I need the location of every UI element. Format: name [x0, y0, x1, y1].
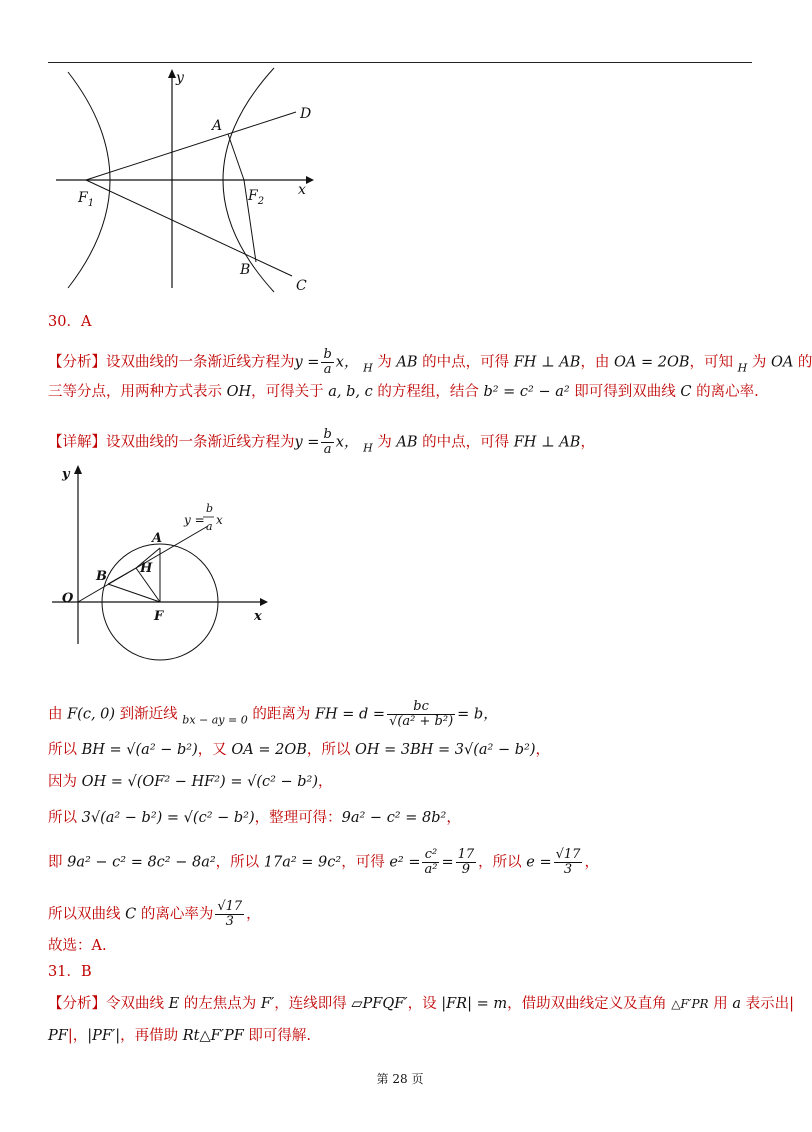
- asymptote-x: x: [216, 513, 223, 527]
- q30-oh-line: 因为 OH = √(OF² − HF²) = √(c² − b²)，: [48, 774, 333, 790]
- q30-ji-line: 即 9a² − c² = 8c² − 8a²，所以 17a² = 9c²，可得 e² = $\frac{\text{c²}}{\text{a²}}$ = $\frac{17}{9}$ ，所以 e = $\frac{√17}{3}$ ，: [48, 847, 599, 877]
- q30-detail-line1: 【详解】设双曲线的一条渐近线方程为y = $\frac{b}{a}$ x， $_H$ 为 AB 的中点，可得 FH ⊥ AB，: [48, 427, 595, 457]
- label-O: O: [62, 591, 74, 606]
- page-footer: 第 28 页: [376, 1072, 424, 1086]
- q30-analysis-line1: 【分析】设双曲线的一条渐近线方程为y = $\frac{b}{a}$ x， $_H$ 为 AB 的中点，可得 FH ⊥ AB，由 OA = 2OB，可知 $_H$ 为 OA 的: [48, 347, 812, 377]
- segment-a-f2: [228, 134, 244, 180]
- x-axis-arrow: [306, 176, 314, 184]
- q30-so-line: 所以 3√(a² − b²) = √(c² − b²)，整理可得：9a² − c² = 8b²，: [48, 810, 461, 826]
- q30-ecc-line: 所以双曲线 C 的离心率为 $\frac{√17}{3}$ ，: [48, 899, 261, 929]
- segment-b-f: [108, 584, 160, 602]
- x-axis-arrow: [260, 598, 268, 606]
- label-F1: $F_1$: [78, 190, 95, 209]
- q30-choose-line: 故选：A.: [48, 938, 107, 954]
- line-f1-d: [86, 112, 296, 180]
- q31-analysis-line1: 【分析】令双曲线 E 的左焦点为 F′，连线即得 ▱PFQF′，设 |FR| = m，借助双曲线定义及直角 △F′PR 用 a 表示出|: [48, 996, 794, 1012]
- label-A: A: [152, 531, 163, 546]
- circle-figure: [48, 464, 278, 678]
- line-f1-c: [86, 180, 292, 276]
- q31-analysis-line2: PF|，|PF′|，再借助 Rt△F′PF 即可得解.: [48, 1028, 312, 1044]
- hyperbola-figure: [48, 66, 328, 296]
- label-H: H: [140, 561, 153, 576]
- label-x: x: [254, 609, 262, 624]
- top-rule: [48, 62, 752, 63]
- y-axis-arrow: [168, 69, 176, 78]
- label-C: C: [296, 278, 307, 294]
- label-x: x: [298, 182, 306, 198]
- asymptote-eq: y =: [184, 513, 205, 527]
- label-y: y: [62, 467, 70, 482]
- q30-distance-line: 由 F(c, 0) 到渐近线 $_{bx - ay = 0}$ 的距离为 FH = d = $\frac{bc}{\text{√(a² + b²)}}$ = b，: [48, 699, 498, 729]
- label-F: F: [154, 609, 164, 624]
- label-F2: $F_2$: [248, 188, 265, 207]
- q30-bh-line: 所以 BH = √(a² − b²)，又 OA = 2OB，所以 OH = 3BH = 3√(a² − b²)，: [48, 742, 550, 758]
- label-A: A: [212, 118, 223, 134]
- q30-number: 30．A: [48, 314, 92, 330]
- y-axis-arrow: [74, 465, 82, 474]
- label-B: B: [240, 262, 251, 278]
- segment-b-h2: [108, 568, 136, 584]
- label-D: D: [300, 106, 312, 122]
- asymptote-num: b: [206, 502, 214, 515]
- q31-number: 31．B: [48, 964, 92, 980]
- label-B: B: [96, 569, 107, 584]
- asymptote-den: a: [206, 520, 213, 533]
- label-y: y: [176, 70, 184, 86]
- q30-analysis-line2: 三等分点，用两种方式表示 OH，可得关于 a, b, c 的方程组，结合 b² = c² − a² 即可得到双曲线 C 的离心率.: [48, 384, 759, 400]
